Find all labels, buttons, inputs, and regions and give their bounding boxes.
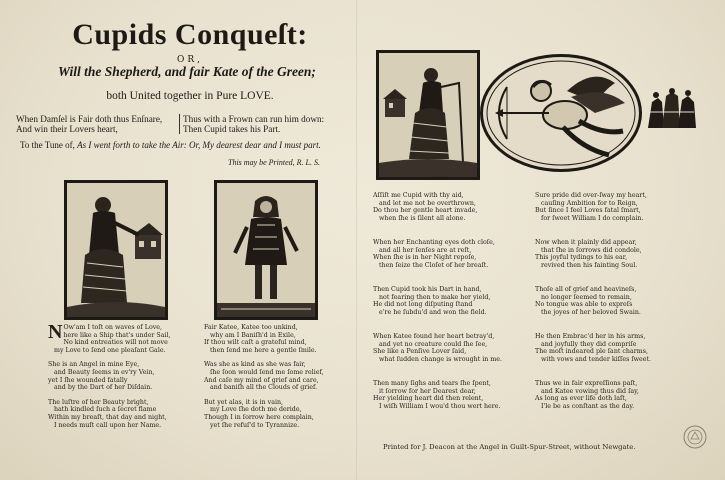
ballad-title: Cupids Conqueſt: [72, 18, 308, 51]
stanza: Then many ſighs and tears ſhe ſpent, it ſorrow for her Dearest dear, Her yielding heart did then relent, I wiſh William I wou'd thou wert here. [373, 380, 501, 410]
ornament-figures [644, 88, 698, 128]
argument-left: When Damſel is Fair doth thus Enſnare, And win their Lovers heart, [16, 114, 163, 134]
verse-column-1 [48, 321, 208, 429]
library-stamp-seal [682, 424, 708, 450]
library-stamp [682, 424, 708, 450]
woodcut-gentleman-image [217, 183, 315, 317]
woodcut-cupid-image [483, 57, 639, 169]
verse-column-4 [535, 192, 695, 410]
stanza: The luſtre of her Beauty bright, hath kindled ſuch a ſecret flame Within my breaſt, that day and night, I needs muſt call upon her Name. [48, 398, 167, 429]
stanza: Thoſe all of grief and heavineſs, no longer ſeemed to remain, No tongue was able to expreſs the joyes of her beloved Swain. [535, 286, 641, 316]
verse-column-3 [373, 192, 523, 410]
stanza: Then Cupid took his Dart in hand, not fearing then to make her yield, He did not long diſputing ſtand e're he ſubdu'd and won the field. [373, 286, 491, 316]
drop-cap-initial: N [48, 321, 63, 343]
argument-right: Thus with a Frown can run him down: Then Cupid takes his Part. [183, 114, 325, 134]
ballad-subtitle-2: both United together in Pure LOVE. [106, 90, 274, 102]
tune-line: To the Tune of, As I went forth to take the Air: Or, My dearest dear and I must part. [20, 140, 321, 150]
stanza: Thus we in fair expreſſions paſt, and Katee vowing thus did ſay, As long as ever life doth laſt, I'le be as conſtant as the day. [535, 380, 639, 410]
argument-brace [179, 114, 180, 134]
printer-colophon: Printed for J. Deacon at the Angel in Guilt-Spur-Street, without Newgate. [383, 443, 636, 451]
ornament-figures-image [644, 88, 698, 128]
stanza: Now when it plainly did appear, that ſhe in ſorrows did condole, This joyful tydings to his ear, revived then his fainting Soul. [535, 239, 642, 269]
stanza: Sure pride did over-ſway my heart, cauſing Ambition for to Reign, But ſince I feel Loves fatal ſmart, for ſweet William I do complain. [535, 192, 647, 222]
stanza: When Katee found her heart betray'd, and yet no creature could ſhe ſee, She like a Penſive Lover ſaid, what ſudden change is wrought in me. [373, 333, 502, 363]
stanza: Fair Katee, Katee too unkind, why am I Baniſh'd in Exile, If thou wilt caſt a grateful mind, then ſend me here a gentle ſmile. [204, 324, 317, 354]
woodcut-gentleman [214, 180, 318, 320]
stanza: N Ow'am I toſt on waves of Love, here like a Ship that's under Sail, No kind entreaties will not move my Love to ſend one pleaſant Gale. [48, 321, 171, 354]
stanza: He then Embrac'd her in his arms, and joyfully they did compriſe The moſt indeared ple ſant charms, with vows and tender kiſſes ſweet. [535, 333, 652, 363]
stanza: When her Enchanting eyes doth cloſe, and all her ſenſes are at reſt, When ſhe is in her Night repoſe, then ſeize the Cloſet of her breaſt. [373, 239, 495, 269]
licence-line: This may be Printed, R. L. S. [228, 158, 320, 167]
stanza: Aſſiſt me Cupid with thy aid, and let me not be overthrown, Do thou her gentle heart invade, when ſhe is ſilent all alone. [373, 192, 478, 222]
verse-column-2 [204, 324, 354, 429]
woodcut-shepherdess [376, 50, 480, 180]
woodcut-shepherdess-image [379, 53, 477, 177]
stanza: But yet alas, it is in vain, my Love ſhe doth me deride, Though I in ſorrow here complain, yet ſhe refuſ'd to Tyrannize. [204, 398, 314, 429]
woodcut-lady-with-house [64, 180, 168, 320]
woodcut-cupid-oval [480, 54, 642, 172]
title-or: OR, [176, 55, 203, 65]
ballad-subtitle: Will the Shepherd, and fair Kate of the Green; [58, 64, 316, 79]
woodcut-lady-image [67, 183, 165, 317]
stanza: Was she as kind as she was fair, ſhe ſoon would ſend me ſome relief, And caſe my mind of grief and care, and baniſh all the Clouds of grief. [204, 361, 324, 392]
stanza: She is an Angel in mine Eye, and Beauty ſeems in ev'ry Vein, yet I ſhe wounded fatally and by the Dart of her Diſdain. [48, 361, 155, 392]
